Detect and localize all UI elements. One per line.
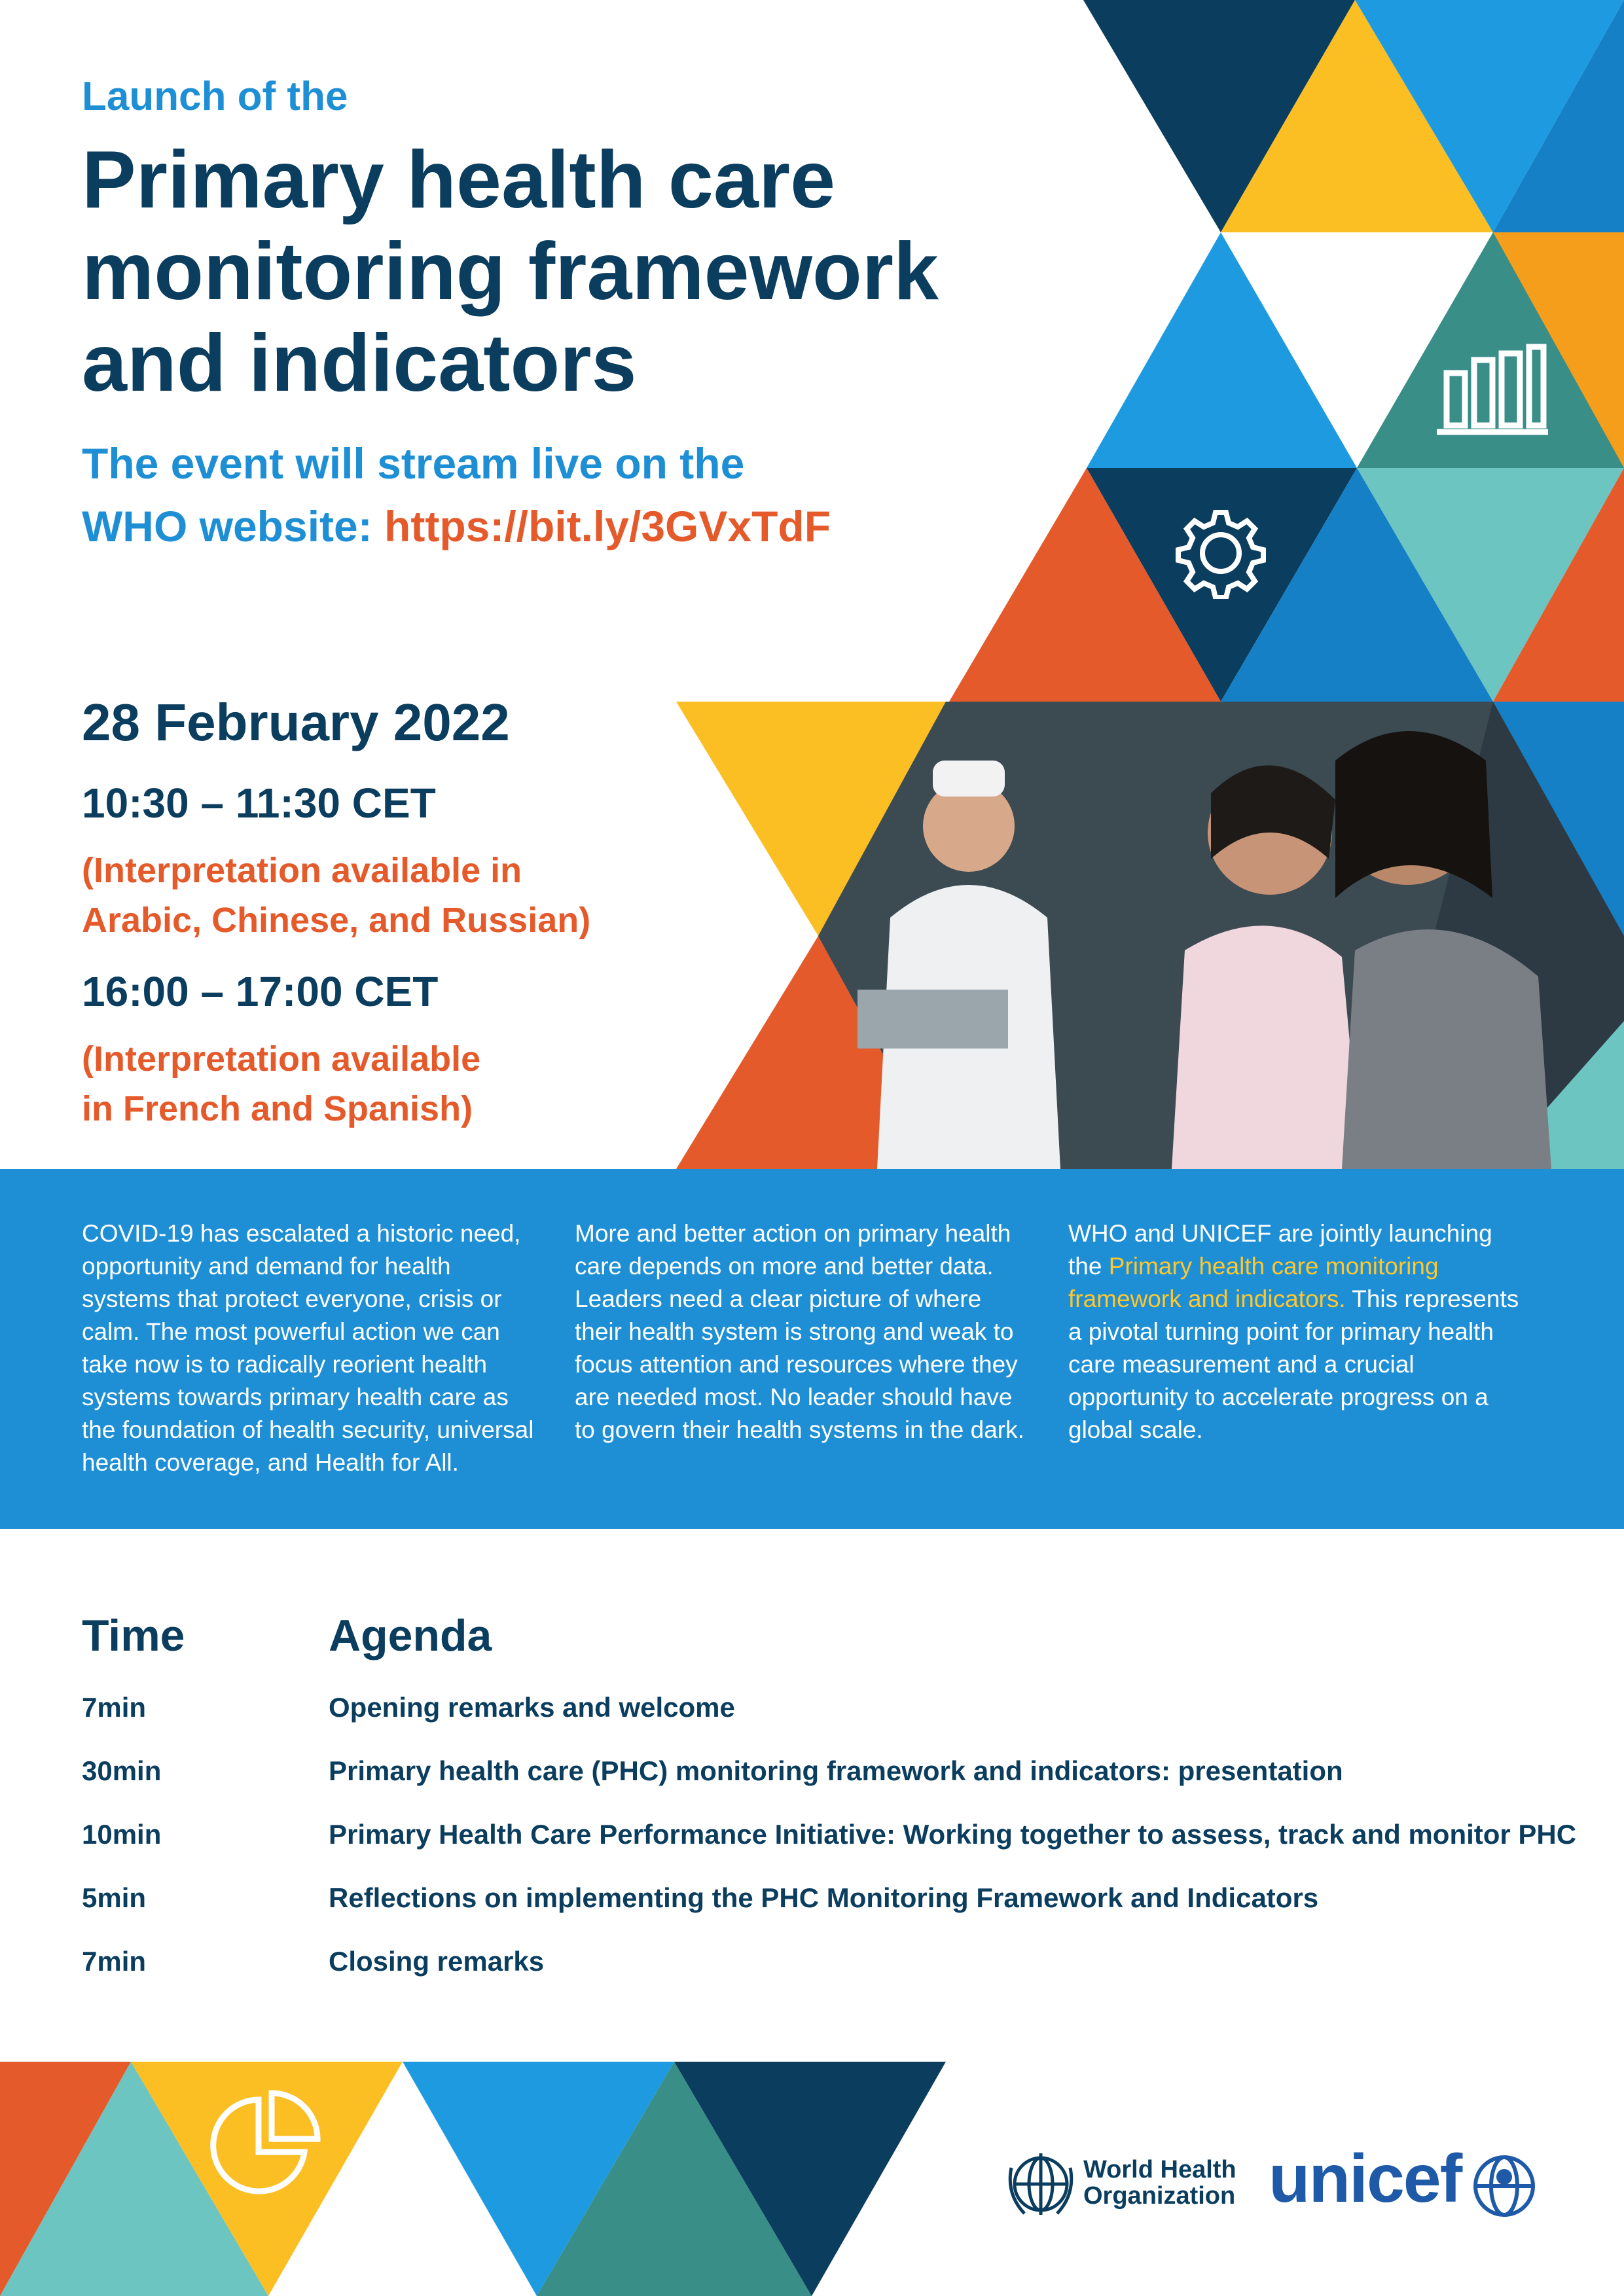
who-line-1: World Health — [1083, 2156, 1236, 2183]
agenda-row-time: 10min — [82, 1819, 162, 1850]
who-line-2: Organization — [1083, 2182, 1236, 2210]
title-line-1: Primary health care — [82, 135, 836, 225]
agenda-items-header: Agenda — [329, 1611, 492, 1660]
info-column-3 — [1068, 1217, 1526, 1446]
session2-interp-line-2: in French and Spanish) — [82, 1089, 473, 1128]
pie-chart-icon — [206, 2087, 324, 2204]
session2-interpretation — [82, 1034, 619, 1134]
stream-info — [82, 432, 998, 558]
launch-label: Launch of the — [82, 74, 348, 119]
info-column-2: More and better action on primary health care depends on more and better data. Leaders need a clear picture of where their health system is strong and weak to focus attention and resources where they are needed most. No leader should have to govern their health systems in the dark. — [575, 1220, 1024, 1443]
agenda-row-item: Primary Health Care Performance Initiative: Working together to assess, track and monitor PHC — [329, 1819, 1577, 1850]
agenda-time-header: Time — [82, 1611, 185, 1660]
session2-time: 16:00 – 17:00 CET — [82, 968, 439, 1015]
page-title — [82, 134, 1031, 409]
who-emblem-icon — [1005, 2148, 1077, 2220]
agenda-row-item: Opening remarks and welcome — [329, 1692, 735, 1723]
session1-interpretation — [82, 846, 619, 945]
agenda-row-time: 7min — [82, 1946, 147, 1977]
stream-prefix: WHO website: — [82, 502, 385, 550]
who-logo-text — [1083, 2157, 1236, 2209]
agenda-row-time: 5min — [82, 1882, 147, 1913]
event-date: 28 February 2022 — [82, 693, 510, 751]
session1-time: 10:30 – 11:30 CET — [82, 780, 436, 827]
bar-chart-icon — [1434, 340, 1551, 439]
session1-interp-line-2: Arabic, Chinese, and Russian) — [82, 901, 591, 940]
info-column-1: COVID-19 has escalated a historic need, opportunity and demand for health systems that protect everyone, crisis or calm. The most powerful action we can take now is to radically reorient health systems towards primary health care as the foundation of health security, universal health coverage, and Health for All. — [82, 1220, 534, 1476]
col3-suffix: This represents a pivotal turning point for primary health care measurement and a crucial opportunity to accelerate progress on a global scale. — [1068, 1285, 1519, 1443]
clinic-photo — [818, 702, 1624, 1169]
stream-url-link[interactable]: https://bit.ly/3GVxTdF — [384, 502, 831, 550]
title-line-2: monitoring framework — [82, 226, 939, 317]
title-line-3: and indicators — [82, 318, 637, 408]
gear-icon — [1175, 507, 1267, 599]
session1-interp-line-1: (Interpretation available in — [82, 851, 522, 890]
agenda-row-time: 30min — [82, 1755, 162, 1786]
agenda-row-item: Closing remarks — [329, 1946, 545, 1977]
col3-prefix: WHO and UNICEF are jointly launching the — [1068, 1220, 1492, 1280]
col3-highlight: Primary health care monitoring framework and indicators. — [1068, 1253, 1439, 1312]
agenda-row-item: Reflections on implementing the PHC Monitoring Framework and Indicators — [329, 1882, 1319, 1913]
agenda-row-time: 7min — [82, 1692, 147, 1723]
session2-interp-line-1: (Interpretation available — [82, 1039, 481, 1079]
agenda-row-item: Primary health care (PHC) monitoring framework and indicators: presentation — [329, 1755, 1343, 1786]
stream-line-1: The event will stream live on the — [82, 439, 745, 488]
unicef-emblem-icon — [1466, 2148, 1542, 2224]
stream-line-2 — [82, 495, 998, 558]
unicef-logo-text: unicef — [1269, 2141, 1462, 2217]
